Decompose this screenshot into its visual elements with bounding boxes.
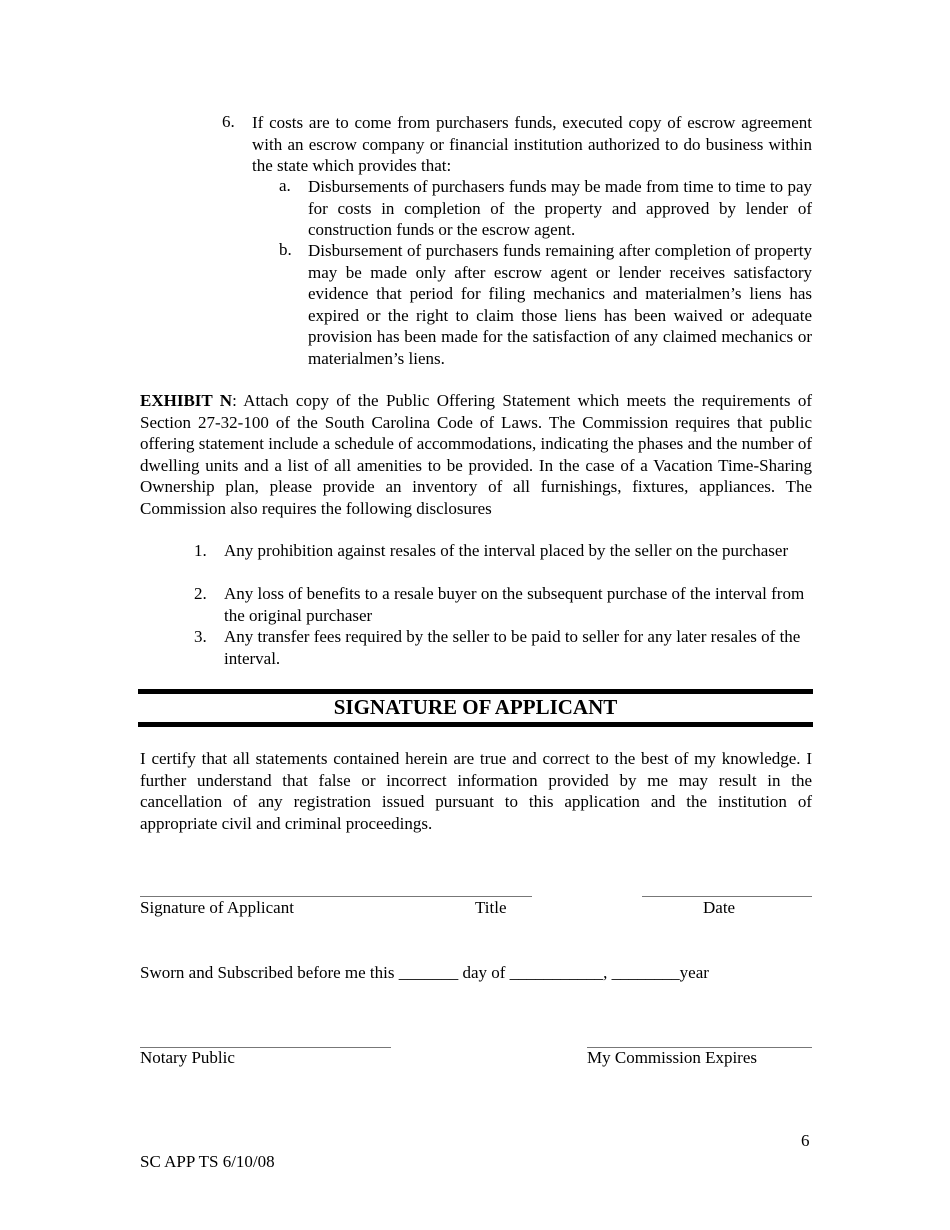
exhibit-n-label: EXHIBIT N (140, 391, 233, 410)
certification-paragraph: I certify that all statements contained herein are true and correct to the best of my knowledge. I further understand that false or incorrect information provided by me may result in the cancellation of any registration issued pursuant to this application and the institution of appropriate civil and criminal proceedings. (140, 749, 812, 833)
sworn-statement: Sworn and Subscribed before me this _______ day of ___________, ________year (140, 963, 709, 982)
notary-label: Notary Public (140, 1048, 235, 1067)
disclosure-text: Any loss of benefits to a resale buyer on the subsequent purchase of the interval from the original purchaser (224, 584, 805, 625)
exhibit-n-paragraph (140, 390, 812, 519)
page-number: 6 (801, 1131, 810, 1150)
disclosure-number: 2. (194, 584, 207, 603)
disclosure-number: 3. (194, 627, 207, 646)
title-label: Title (475, 898, 507, 917)
date-label: Date (703, 898, 736, 917)
heading-bottom-rule (138, 722, 813, 727)
disclosure-text: Any prohibition against resales of the interval placed by the seller on the purchaser (224, 541, 789, 560)
subitem-letter: a. (279, 176, 291, 195)
subitem-letter: b. (279, 240, 292, 259)
form-identifier: SC APP TS 6/10/08 (140, 1152, 275, 1171)
subitem-text: Disbursements of purchasers funds may be made from time to time to pay for costs in completion of the property and approved by lender of construction funds or the escrow agent. (308, 177, 812, 239)
heading-top-rule (138, 689, 813, 694)
signature-label: Signature of Applicant (140, 898, 294, 917)
signature-heading: SIGNATURE OF APPLICANT (333, 695, 618, 719)
date-line (642, 896, 812, 897)
signature-title-line (140, 896, 532, 897)
item-number: 6. (222, 112, 235, 131)
item-text: If costs are to come from purchasers funds, executed copy of escrow agreement with an escrow company or financial institution authorized to do business within the state which provides that: (252, 113, 812, 175)
subitem-text: Disbursement of purchasers funds remaining after completion of property may be made only after escrow agent or lender receives satisfactory evidence that period for filing mechanics and materialmen’s liens has expired or the right to claim those liens has been waived or adequate provision has been made for the satisfaction of any claimed mechanics or materialmen’s liens. (308, 241, 812, 368)
commission-expires-label: My Commission Expires (587, 1048, 758, 1067)
exhibit-n-text: : Attach copy of the Public Offering Statement which meets the requirements of Section 27-32-100 of the South Carolina Code of Laws. The Commission requires that public offering statement include a schedule of accommodations, indicating the phases and the number of dwelling units and a list of all amenities to be provided. In the case of a Vacation Time-Sharing Ownership plan, please provide an inventory of all furnishings, fixtures, appliances. The Commission also requires the following disclosures (140, 391, 812, 518)
disclosure-text: Any transfer fees required by the seller to be paid to seller for any later resales of the interval. (224, 627, 801, 668)
disclosure-number: 1. (194, 541, 207, 560)
